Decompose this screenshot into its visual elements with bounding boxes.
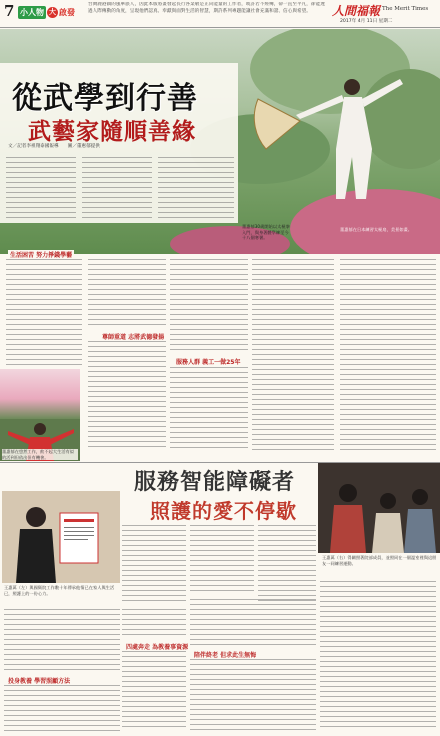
- story2-caption-1: 王惠萬（左）與國衛院工作數十年傳承他情已在家人與生活已，照護上的一份心力。: [4, 585, 115, 596]
- story1-subhead-3: 服務人群 義工一做25年: [176, 359, 241, 366]
- story-caregiver: [0, 462, 440, 736]
- story-martial-artist: [0, 29, 440, 461]
- story2-column: [122, 609, 186, 639]
- cherry-photo: [0, 369, 80, 419]
- photo-caption-3: 董惠郁30歲開始以太極拳入門，與身著體學練至今十八個寒暑。: [242, 224, 290, 241]
- story2-column: [258, 525, 316, 605]
- paper-english-name: The Merit Times: [382, 6, 429, 12]
- story2-column: [190, 599, 316, 647]
- issue-date: 2017年 4月 11日 星期二: [340, 19, 393, 24]
- story2-column: [320, 581, 436, 731]
- story2-column: [122, 525, 186, 605]
- story1-column: [6, 157, 76, 219]
- story1-byline: 文／記者李祖翔泰國報導 圖／董惠郁提供: [8, 144, 100, 149]
- story2-column: [4, 685, 120, 731]
- certificate-photo: [2, 491, 120, 583]
- story1-subhead-1: 生活困苦 努力掙錢學藝: [10, 252, 73, 259]
- story2-subhead-3: 陪伴終老 但求此生無悔: [194, 652, 257, 659]
- woman-with-certificate: [2, 491, 120, 583]
- story1-column: [252, 259, 334, 451]
- story2-caption-2: 王惠萬（右）得關照著院部成員，並照同在一個溫室裡與這朋友一同練習運動。: [322, 555, 437, 566]
- column-title-part2: 啟發: [59, 7, 75, 17]
- column-intro: 台灣鹿港鎮的風華旅人，因此本版將畫發起長行各業敬是正向能量的工作者，或許若不經傳，卻一直至平凡，卻能透過人際傳動的角度，呈現他們認真、奉獻與面對生活的智慧，期許系列專題能讓社會充滿和諧、信心與希望。: [88, 2, 325, 14]
- story1-column: [82, 157, 152, 219]
- story2-column: [190, 659, 316, 731]
- story2-subhead-2: 四處奔走 為教養事資源: [126, 644, 189, 651]
- group-photo: [318, 463, 440, 553]
- story1-column: [158, 157, 234, 219]
- column-title-part1: 小人物: [20, 7, 44, 17]
- story1-subheadline: 武藝家隨順善緣: [28, 118, 196, 145]
- story2-headline: 服務智能障礙者: [134, 469, 296, 495]
- story1-headline: 從武學到行善: [12, 81, 198, 116]
- story2-subheadline: 照護的愛不停歇: [150, 499, 297, 523]
- masthead: [0, 0, 440, 28]
- story2-column: [122, 651, 186, 731]
- group-people-scene: [318, 463, 440, 553]
- story1-column: [88, 341, 166, 451]
- photo-caption-1: 董惠郁在日本練習太極扇，美景如畫。: [340, 227, 413, 232]
- story2-column: [190, 525, 254, 595]
- column-title: [18, 5, 75, 19]
- story2-column: [4, 609, 120, 673]
- story1-column: [170, 259, 248, 354]
- story1-column: [170, 367, 248, 451]
- story1-subhead-2: 尊師重道 志將武德發揚: [102, 334, 165, 341]
- photo-caption-2: 董惠郁在悠然工作，飲不起大生活有似的活到但依出但有機會。: [2, 449, 78, 460]
- story1-column: [340, 259, 436, 451]
- paper-logo: 人間福報: [332, 4, 381, 18]
- page-number: 7: [4, 2, 15, 20]
- story1-column: [6, 259, 82, 369]
- masthead-rule: [0, 27, 440, 28]
- story1-column: [88, 259, 166, 329]
- column-title-circle: 大: [49, 8, 56, 16]
- story2-subhead-1: 投身教養 學習照顧方法: [8, 678, 71, 685]
